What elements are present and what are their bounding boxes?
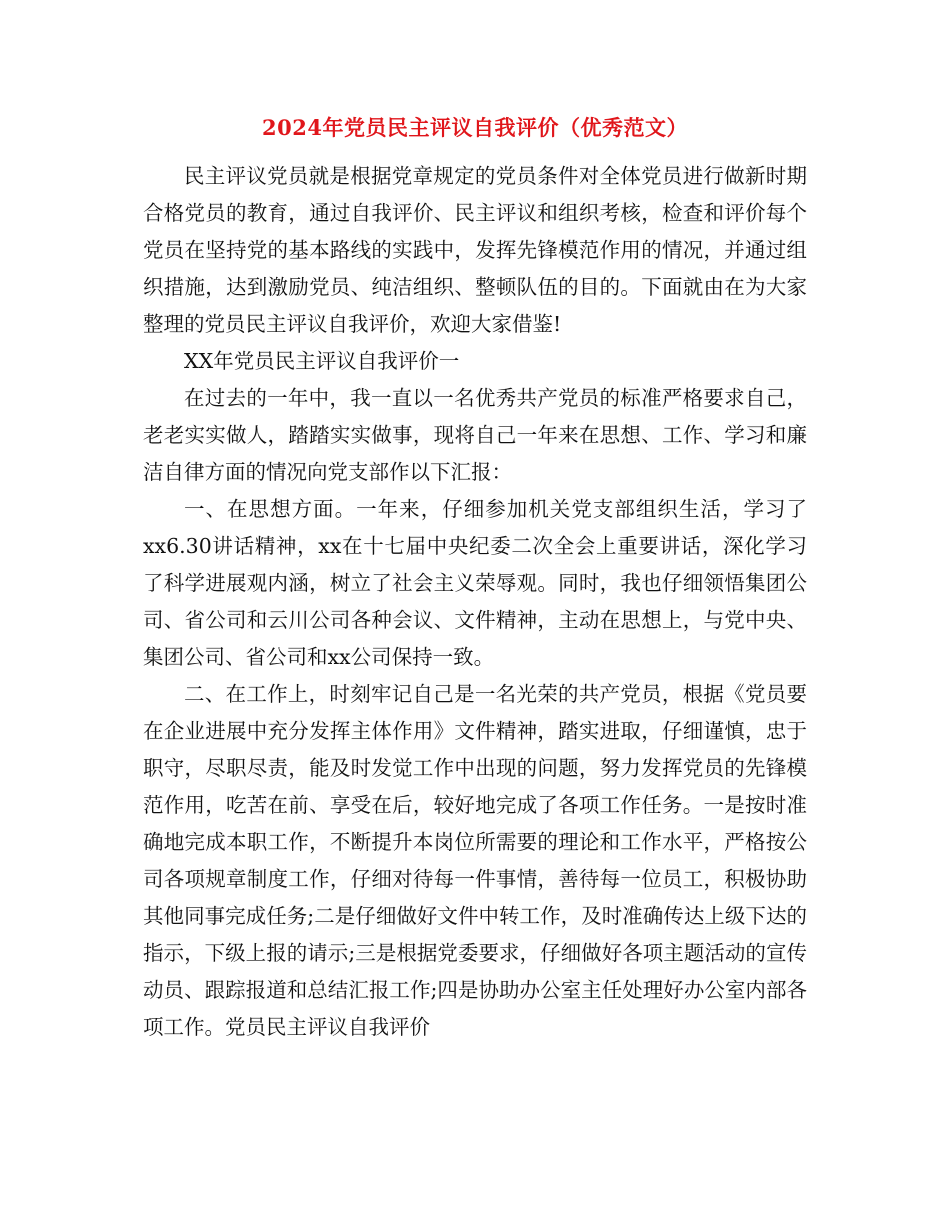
paragraph-section-heading: XX年党员民主评议自我评价一 [184,349,460,373]
document-body [143,158,807,1046]
paragraph-thought: 一、在思想方面。一年来，仔细参加机关党支部组织生活，学习了xx6.30讲话精神，xx在十七届中央纪委二次全会上重要讲话，深化学习了科学进展观内涵，树立了社会主义荣辱观。同时，我也仔细领悟集团公司、省公司和云川公司各种会议、文件精神，主动在思想上，与党中央、集团公司、省公司和xx公司保持一致。 [143,497,807,669]
paragraph-opening: 在过去的一年中，我一直以一名优秀共产党员的标准严格要求自己，老老实实做人，踏踏实实做事，现将自己一年来在思想、工作、学习和廉洁自律方面的情况向党支部作以下汇报： [143,386,807,484]
paragraph-work: 二、在工作上，时刻牢记自己是一名光荣的共产党员，根据《党员要在企业进展中充分发挥主体作用》文件精神，踏实进取，仔细谨慎，忠于职守，尽职尽责，能及时发觉工作中出现的问题，努力发挥党员的先锋模范作用，吃苦在前、享受在后，较好地完成了各项工作任务。一是按时准确地完成本职工作，不断提升本岗位所需要的理论和工作水平，严格按公司各项规章制度工作，仔细对待每一件事情，善待每一位员工，积极协助其他同事完成任务;二是仔细做好文件中转工作，及时准确传达上级下达的指示，下级上报的请示;三是根据党委要求，仔细做好各项主题活动的宣传动员、跟踪报道和总结汇报工作;四是协助办公室主任处理好办公室内部各项工作。党员民主评议自我评价 [143,682,807,1039]
document-title: 2024年党员民主评议自我评价（优秀范文） [262,115,688,140]
paragraph-intro: 民主评议党员就是根据党章规定的党员条件对全体党员进行做新时期合格党员的教育，通过自我评价、民主评议和组织考核，检查和评价每个党员在坚持党的基本路线的实践中，发挥先锋模范作用的情况，并通过组织措施，达到激励党员、纯洁组织、整顿队伍的目的。下面就由在为大家整理的党员民主评议自我评价，欢迎大家借鉴! [143,164,807,336]
